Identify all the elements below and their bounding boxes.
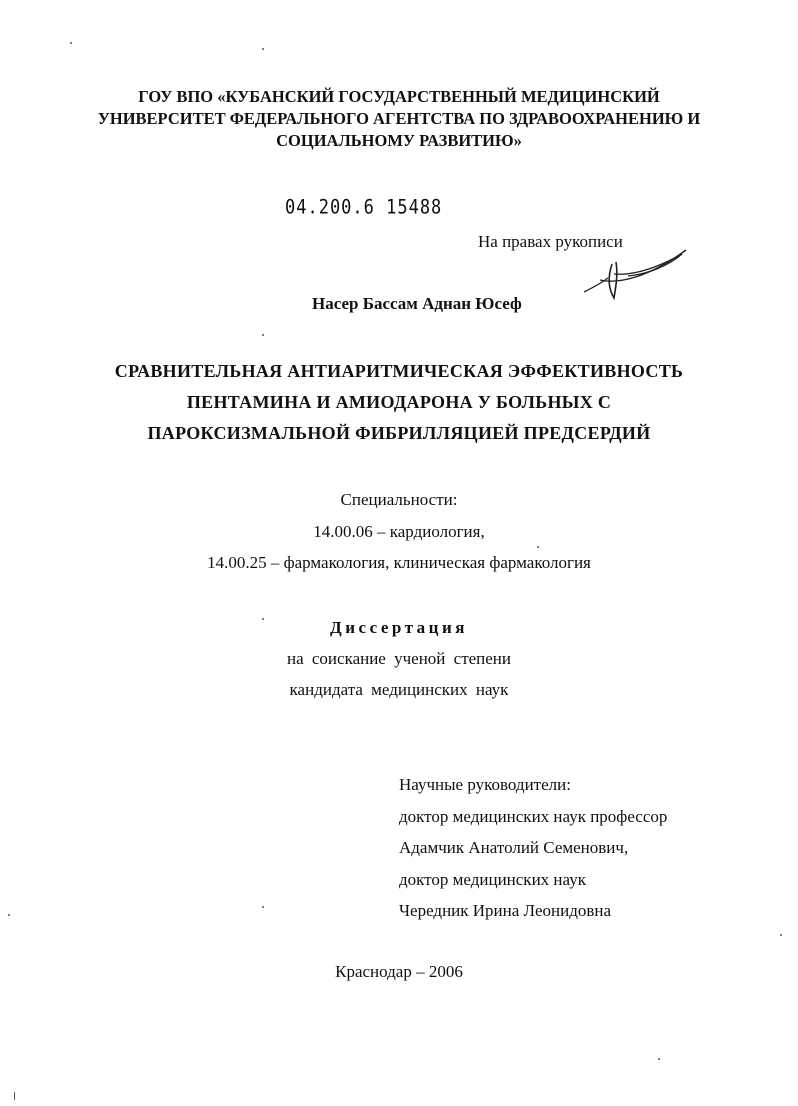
supervisor-line: Чередник Ирина Леонидовна bbox=[399, 901, 612, 920]
supervisors-block bbox=[399, 769, 667, 927]
registry-number: 04.200.6 15488 bbox=[285, 196, 443, 219]
specialty-item: 14.00.25 – фармакология, клиническая фармакология bbox=[207, 553, 591, 572]
signature-icon bbox=[578, 244, 698, 304]
institution-line: УНИВЕРСИТЕТ ФЕДЕРАЛЬНОГО АГЕНТСТВА ПО ЗДРАВООХРАНЕНИЮ И bbox=[97, 109, 701, 128]
institution-line: СОЦИАЛЬНОМУ РАЗВИТИЮ» bbox=[276, 131, 522, 150]
specialty-item: 14.00.06 – кардиология, bbox=[313, 521, 485, 541]
supervisors-heading: Научные руководители: bbox=[399, 775, 571, 794]
scan-speck bbox=[262, 618, 264, 620]
rights-note: На правах рукописи bbox=[478, 232, 623, 251]
scan-speck bbox=[70, 42, 72, 44]
specialties-heading: Специальности: bbox=[340, 490, 458, 509]
scan-speck bbox=[262, 334, 264, 336]
scan-speck bbox=[658, 1058, 660, 1060]
dissertation-block bbox=[0, 612, 798, 705]
institution-header bbox=[0, 86, 798, 152]
author-name: Насер Бассам Аднан Юсеф bbox=[312, 294, 522, 313]
scan-speck bbox=[780, 934, 782, 936]
title-line: ПЕНТАМИНА И АМИОДАРОНА У БОЛЬНЫХ С bbox=[186, 392, 612, 412]
supervisor-line: доктор медицинских наук bbox=[399, 869, 586, 889]
supervisor-line: доктор медицинских наук профессор bbox=[399, 806, 668, 826]
institution-line: ГОУ ВПО «КУБАНСКИЙ ГОСУДАРСТВЕННЫЙ МЕДИЦИНСКИЙ bbox=[138, 87, 660, 106]
scan-speck bbox=[8, 914, 10, 916]
scan-speck bbox=[262, 48, 264, 50]
scan-speck bbox=[262, 906, 264, 908]
degree-line: кандидата медицинских наук bbox=[289, 680, 509, 699]
dissertation-label: Диссертация bbox=[330, 618, 468, 637]
dissertation-title bbox=[0, 356, 798, 449]
title-line: ПАРОКСИЗМАЛЬНОЙ ФИБРИЛЛЯЦИЕЙ ПРЕДСЕРДИЙ bbox=[147, 423, 651, 443]
degree-line: на соискание ученой степени bbox=[286, 649, 512, 668]
scan-speck bbox=[14, 1092, 15, 1100]
specialties-block bbox=[0, 484, 798, 579]
scan-speck bbox=[537, 546, 539, 548]
title-line: СРАВНИТЕЛЬНАЯ АНТИАРИТМИЧЕСКАЯ ЭФФЕКТИВНОСТЬ bbox=[114, 361, 684, 381]
city-year: Краснодар – 2006 bbox=[335, 962, 463, 981]
supervisor-line: Адамчик Анатолий Семенович, bbox=[399, 838, 629, 857]
